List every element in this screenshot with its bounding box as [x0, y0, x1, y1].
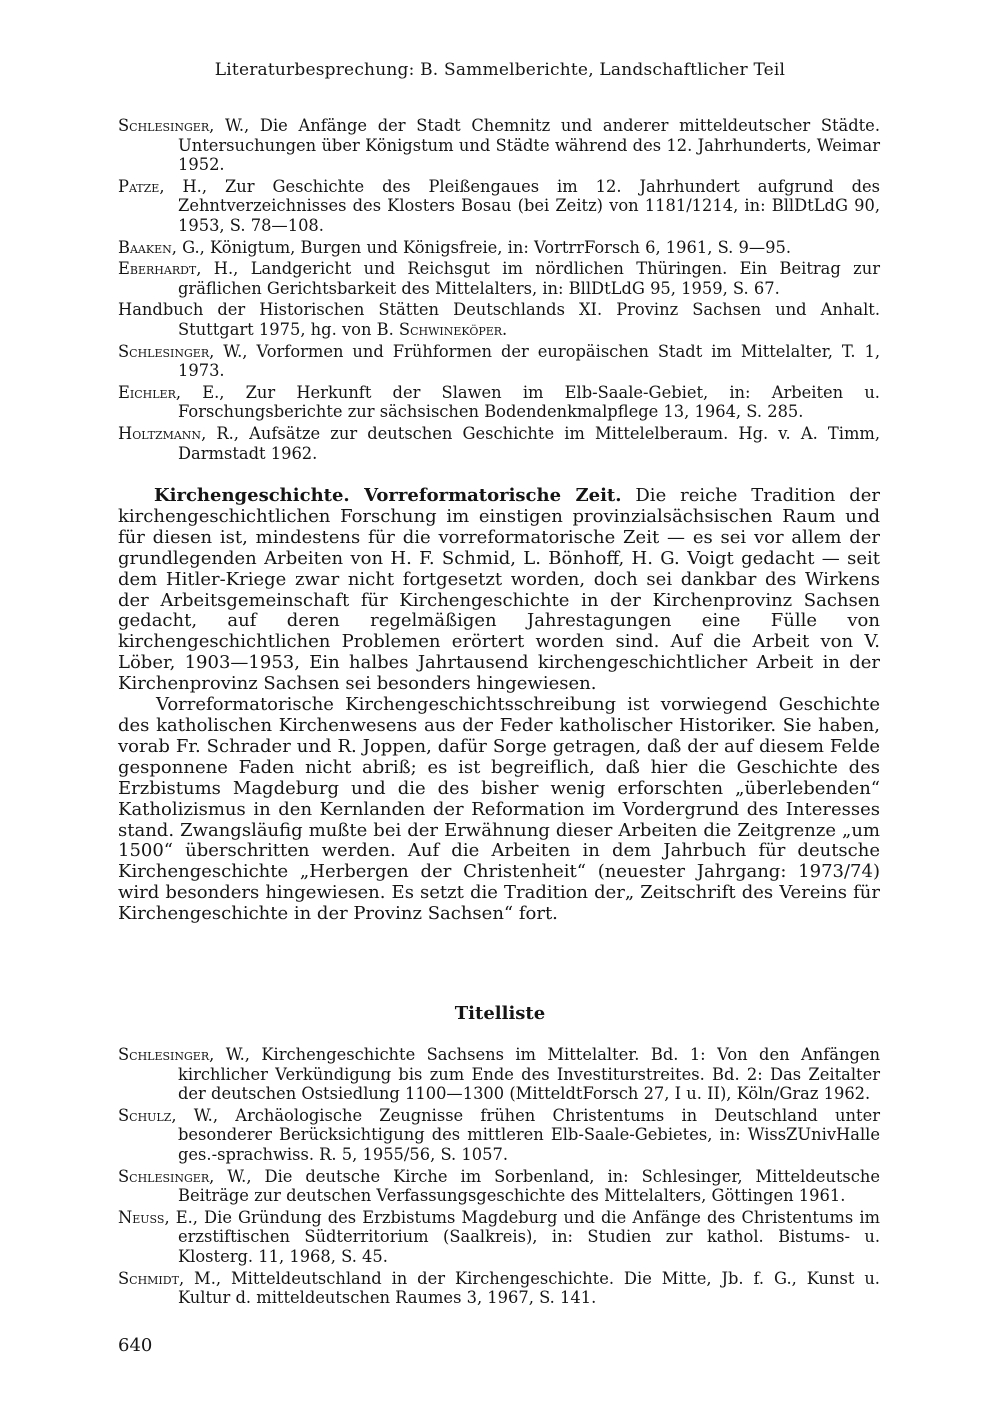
paragraph-text: Die reiche Tradition der kirchengeschichtlichen Forschung im einstigen provinzialsächsischen Raum und für diesen ist, mindestens für die vorreformatorische Zeit — es sei vor allem der grundlegenden Arbeiten von H. F. Schmid, L. Bönhoff, H. G. Voigt gedacht — seit dem Hitler-Kriege zwar nicht fortgesetzt worden, doch sei dankbar des Wirkens der Arbeitsgemeinschaft für Kirchengeschichte in der Kirchenprovinz Sachsen gedacht, auf deren regelmäßigen Jahrestagungen eine Fülle von kirchengeschichtlichen Problemen erörtert worden sind. Auf die Arbeit von V. Löber, 1903—1953, Ein halbes Jahrtausend kirchengeschichtlicher Arbeit in der Kirchenprovinz Sachsen sei besonders hingewiesen.	[118, 485, 880, 695]
reference-author: Baaken	[118, 237, 172, 257]
reference-author: Neuss	[118, 1207, 165, 1227]
reference-text: , H., Zur Geschichte des Pleißengaues im 12. Jahrhundert aufgrund des Zehntverzeichnisses des Klosters Bosau (bei Zeitz) von 1181/1214, in: BllDtLdG 90, 1953, S. 78—108.	[159, 176, 880, 235]
reference-author: Schlesinger	[118, 1045, 210, 1064]
running-header: Literaturbesprechung: B. Sammelberichte, Landschaftlicher Teil	[214, 60, 786, 80]
reference-entry	[118, 424, 880, 463]
reference-entry	[118, 300, 880, 339]
titelliste-heading: Titelliste	[454, 1003, 546, 1024]
section-heading: Kirchengeschichte. Vorreformatorische Zeit.	[154, 485, 622, 506]
reference-editor: Schwineköper	[398, 319, 503, 339]
reference-entry	[118, 342, 880, 381]
reference-entry	[118, 1167, 880, 1206]
reference-entry	[118, 177, 880, 236]
reference-entry	[118, 1208, 880, 1267]
body-paragraph	[118, 486, 880, 695]
reference-entry	[118, 238, 880, 258]
reference-text: , H., Landgericht und Reichsgut im nördlichen Thüringen. Ein Beitrag zur gräflichen Gerichtsbarkeit des Mittelalters, in: BllDtLdG 95, 1959, S. 67.	[178, 259, 880, 298]
reference-text-end: .	[502, 319, 508, 339]
page-number: 640	[118, 1335, 153, 1356]
body-paragraph: Vorreformatorische Kirchengeschichtsschreibung ist vorwiegend Geschichte des katholischen Kirchenwesens aus der Feder katholischer Historiker. Sie haben, vorab Fr. Schrader und R. Joppen, dafür Sorge getragen, daß der auf diesem Felde gesponnene Faden nicht abriß; es ist begreiflich, daß hier die Geschichte des Erzbistums Magdeburg und die des bisher wenig erforschten „überlebenden“ Katholizismus in den Kernlanden der Reformation im Vordergrund des Interesses stand. Zwangsläufig mußte bei der Erwähnung dieser Arbeiten die Zeitgrenze „um 1500“ überschritten werden. Auf die Arbeiten in dem Jahrbuch für deutsche Kirchengeschichte „Herbergen der Christenheit“ (neuester Jahrgang: 1973/74) wird besonders hingewiesen. Es setzt die Tradition der„ Zeitschrift des Vereins für Kirchengeschichte in der Provinz Sachsen“ fort.	[118, 694, 880, 925]
reference-text: , W., Archäologische Zeugnisse frühen Christentums in Deutschland unter besonderer Berücksichtigung des mittleren Elb-Saale-Gebietes, in: WissZUnivHalle ges.-sprachwiss. R. 5, 1955/56, S. 1057.	[171, 1105, 880, 1164]
reference-list-top	[118, 116, 880, 465]
reference-text: , W., Die deutsche Kirche im Sorbenland, in: Schlesinger, Mitteldeutsche Beiträge zur deutschen Verfassungsgeschichte des Mittelalters, Göttingen 1961.	[178, 1166, 880, 1206]
reference-author: Schlesinger	[118, 116, 210, 135]
reference-author: Schmidt	[118, 1268, 179, 1288]
reference-text: , R., Aufsätze zur deutschen Geschichte im Mittelelberaum. Hg. v. A. Timm, Darmstadt 1962.	[178, 423, 880, 463]
reference-author: Holtzmann	[118, 423, 202, 443]
section-kirchengeschichte	[118, 486, 880, 925]
reference-text: , W., Vorformen und Frühformen der europäischen Stadt im Mittelalter, T. 1, 1973.	[178, 341, 880, 381]
reference-text: , W., Kirchengeschichte Sachsens im Mittelalter. Bd. 1: Von den Anfängen kirchlicher Verkündigung bis zum Ende des Investiturstreites. Bd. 2: Das Zeitalter der deutschen Ostsiedlung 1100—1300 (MitteldtForsch 27, I u. II), Köln/Graz 1962.	[178, 1045, 880, 1104]
reference-author: Schulz	[118, 1105, 172, 1125]
reference-text: , E., Die Gründung des Erzbistums Magdeburg und die Anfänge des Christentums im erzstiftischen Südterritorium (Saalkreis), in: Studien zur kathol. Bistums- u. Klosterg. 11, 1968, S. 45.	[164, 1207, 880, 1266]
reference-text: , W., Die Anfänge der Stadt Chemnitz und anderer mitteldeutscher Städte. Untersuchungen über Königstum und Städte während des 12. Jahrhunderts, Weimar 1952.	[178, 116, 880, 175]
reference-text: Handbuch der Historischen Stätten Deutschlands XI. Provinz Sachsen und Anhalt. Stuttgart 1975, hg. von B.	[118, 300, 880, 339]
reference-list-bottom	[118, 1045, 880, 1310]
reference-entry	[118, 1269, 880, 1308]
reference-entry	[118, 383, 880, 422]
reference-text: , G., Königtum, Burgen und Königsfreie, in: VortrrForsch 6, 1961, S. 9—95.	[171, 237, 792, 257]
reference-entry	[118, 1045, 880, 1104]
reference-entry	[118, 259, 880, 298]
reference-author: Eichler	[118, 382, 176, 402]
reference-author: Patze	[118, 176, 160, 196]
reference-author: Eberhardt	[118, 259, 197, 279]
reference-text: , E., Zur Herkunft der Slawen im Elb-Saale-Gebiet, in: Arbeiten u. Forschungsberichte zur sächsischen Bodendenkmalpflege 13, 1964, S. 285.	[175, 382, 880, 422]
reference-entry	[118, 116, 880, 175]
reference-author: Schlesinger	[118, 341, 210, 361]
reference-entry	[118, 1106, 880, 1165]
reference-text: , M., Mitteldeutschland in der Kirchengeschichte. Die Mitte, Jb. f. G., Kunst u. Kultur d. mitteldeutschen Raumes 3, 1967, S. 141.	[178, 1268, 880, 1308]
reference-author: Schlesinger	[118, 1166, 210, 1186]
